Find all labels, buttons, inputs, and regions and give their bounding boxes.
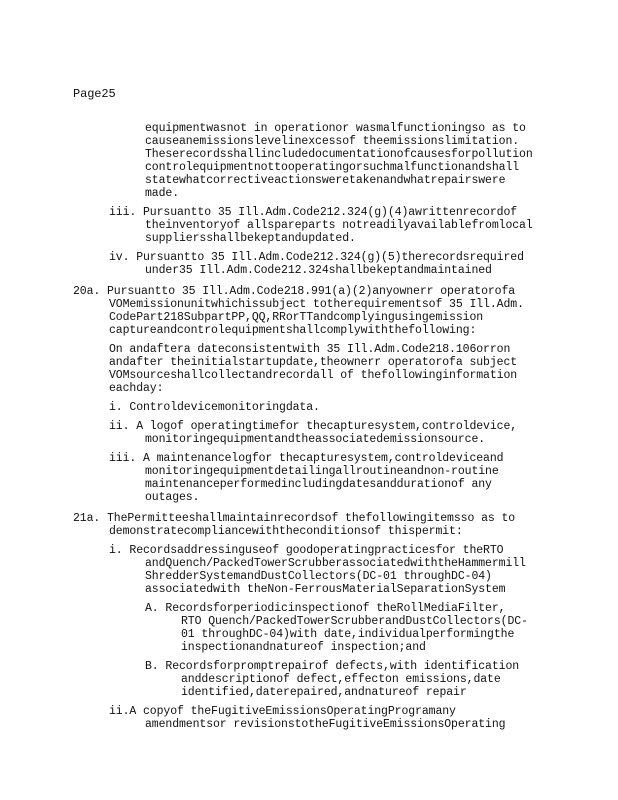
list-item-iv: iv. Pursuantto 35 Ill.Adm.Code212.324(g)(5)therecordsrequired xyxy=(109,251,524,264)
text-line: maintenanceperformedincludingdatesanddurationof any xyxy=(145,478,492,491)
text-line: ShredderSystemandDustCollectors(DC-01 throughDC-04) xyxy=(145,570,492,583)
text-line: monitoringequipmentandtheassociatedemissionsource. xyxy=(145,433,486,446)
text-line: monitoringequipmentdetailingallroutineandnon-routine xyxy=(145,465,499,478)
sub-item-a: A. Recordsforperiodicinspectionof theRollMediaFilter, xyxy=(145,602,506,615)
text-line: amendmentsor revisionstotheFugitiveEmissionsOperating xyxy=(145,718,506,731)
text-line: demonstratecompliancewiththeconditionsof thispermit: xyxy=(109,525,463,538)
text-line: eachday: xyxy=(109,382,164,395)
text-line: 01 throughDC-04)with date,individualperformingthe xyxy=(181,628,515,641)
text-line: equipmentwasnot in operationor wasmalfunctioningso as to xyxy=(145,122,526,135)
list-item-iii: iii. Pursuantto 35 Ill.Adm.Code212.324(g)(4)awrittenrecordof xyxy=(109,206,518,219)
text-line: associatedwith theNon-FerrousMaterialSeparationSystem xyxy=(145,583,506,596)
text-line: controlequipmentnottooperatingorsuchmalfunctionandshall xyxy=(145,161,520,174)
text-line: under35 Ill.Adm.Code212.324shallbekeptandmaintained xyxy=(145,264,492,277)
text-line: outages. xyxy=(145,491,200,504)
list-item-i: i. Recordsaddressinguseof goodoperatingpracticesfor theRTO xyxy=(109,544,504,557)
condition-21a: 21a. ThePermitteeshallmaintainrecordsof thefollowingitemsso as to xyxy=(73,512,516,525)
list-item-i: i. Controldevicemonitoringdata. xyxy=(109,401,320,414)
list-item-ii: ii. A logof operatingtimefor thecapturesystem,controldevice, xyxy=(109,420,518,433)
text-line: Theserecordsshallincludedocumentationofcausesforpollution xyxy=(145,148,533,161)
sub-item-b: B. Recordsforpromptrepairof defects,with identification xyxy=(145,660,520,673)
text-line: causeanemissionslevelinexcessof theemissionslimitation. xyxy=(145,135,520,148)
text-line: RTO Quench/PackedTowerScrubberandDustCollectors(DC- xyxy=(181,615,528,628)
text-line: statewhatcorrectiveactionsweretakenandwhatrepairswere xyxy=(145,174,506,187)
text-line: anddescriptionof defect,effecton emissions,date xyxy=(181,673,501,686)
text-line: VOMsourceshallcollectandrecordall of thefollowinginformation xyxy=(109,369,518,382)
text-line: CodePart218SubpartPP,QQ,RRorTTandcomplyingusingemission xyxy=(109,311,484,324)
list-item-iii: iii. A maintenancelogfor thecapturesystem,controldeviceand xyxy=(109,452,504,465)
text-line: suppliersshallbekeptandupdated. xyxy=(145,232,356,245)
condition-20a: 20a. Pursuantto 35 Ill.Adm.Code218.991(a)(2)anyownerr operatorofa xyxy=(73,285,516,298)
text-line: On andaftera dateconsistentwith 35 Ill.Adm.Code218.106orron xyxy=(109,343,511,356)
text-line: inspectionandnatureof inspection;and xyxy=(181,641,426,654)
text-line: andafter theinitialstartupdate,theownerr operatorofa subject xyxy=(109,356,518,369)
text-line: identified,daterepaired,andnatureof repair xyxy=(181,686,467,699)
page-number-header: Page25 xyxy=(73,87,116,101)
list-item-ii: ii.A copyof theFugitiveEmissionsOperatingProgramany xyxy=(109,705,456,718)
text-line: andQuench/PackedTowerScrubberassociatedwiththeHammermill xyxy=(145,557,526,570)
text-line: VOMemissionunitwhichissubject totherequirementsof 35 Ill.Adm. xyxy=(109,298,524,311)
text-line: theinventoryof allspareparts notreadilyavailablefromlocal xyxy=(145,219,533,232)
text-line: captureandcontrolequipmentshallcomplywiththefollowing: xyxy=(109,324,477,337)
text-line: made. xyxy=(145,187,180,200)
